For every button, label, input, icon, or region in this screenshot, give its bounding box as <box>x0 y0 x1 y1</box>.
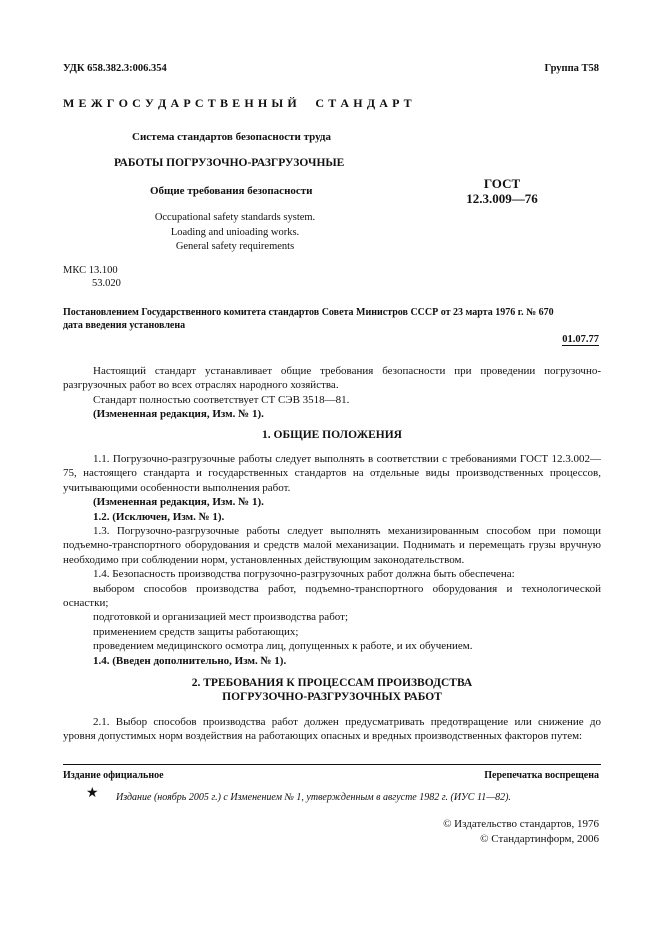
reprint-notice: Перепечатка воспрещена <box>484 770 599 781</box>
mks-codes <box>63 264 121 290</box>
gost-label: ГОСТ <box>483 176 521 191</box>
document-title: РАБОТЫ ПОГРУЗОЧНО-РАЗГРУЗОЧНЫЕ <box>114 157 345 169</box>
edition-note: Издание (ноябрь 2005 г.) с Изменением № 1, утвержденным в августе 1982 г. (ИУС 11—82). <box>116 792 511 803</box>
decree-date-label: дата введения установлена <box>63 320 186 331</box>
banner-title: М Е Ж Г О С У Д А Р С Т В Е Н Н Ы Й С Т А Н Д А Р Т <box>63 96 413 110</box>
footer-rule <box>63 764 601 765</box>
mks-second: 53.020 <box>92 278 121 289</box>
official-edition: Издание официальное <box>63 770 164 781</box>
clause-1-4: 1.4. Безопасность производства погрузочно-разгрузочных работ должна быть обеспечена: <box>93 568 515 581</box>
mks-label: МКС 13.100 <box>63 265 118 276</box>
section-2-heading-line-2: ПОГРУЗОЧНО-РАЗГРУЗОЧНЫХ РАБОТ <box>222 691 442 703</box>
clause-1-1: 1.1. Погрузочно-разгрузочные работы следует выполнять в соответствии с требованиями ГОСТ 12.3.002—75, настоящего стандарта и государственных стандартов на отдельные виды производственных процессов, учитывающими особенности выполнения работ. <box>63 453 601 494</box>
intro-conformity: Стандарт полностью соответствует СТ СЭВ 3518—81. <box>93 393 350 406</box>
copyright-block <box>443 817 599 846</box>
clause-1-4-item: проведением медицинского осмотра лиц, допущенных к работе, и их обучением. <box>93 640 473 653</box>
clause-1-1-amendment: (Измененная редакция, Изм. № 1). <box>93 496 264 509</box>
english-title <box>100 211 370 255</box>
clause-1-2: 1.2. (Исключен, Изм. № 1). <box>93 510 225 523</box>
gost-number: 12.3.009—76 <box>466 191 538 206</box>
english-line-2: Loading and unioading works. <box>170 226 300 238</box>
english-line-1: Occupational safety standards system. <box>154 212 316 223</box>
decree-text: Постановлением Государственного комитета стандартов Совета Министров СССР от 23 марта 1976 г. № 670 <box>63 307 554 318</box>
section-1-heading: 1. ОБЩИЕ ПОЛОЖЕНИЯ <box>262 429 402 441</box>
clause-1-3: 1.3. Погрузочно-разгрузочные работы следует выполнять механизированным способом при помощи подъемно-транспортного оборудования и средств малой механизации. Поднимать и перемещать грузы вручную необходимо при соблюдении норм, установленных действующим законодательством. <box>63 525 601 566</box>
section-2-heading-line-1: 2. ТРЕБОВАНИЯ К ПРОЦЕССАМ ПРОИЗВОДСТВА <box>191 677 473 689</box>
group-code: Группа Т58 <box>544 63 599 74</box>
english-line-3: General safety requirements <box>175 241 295 252</box>
clause-1-4-item: выбором способов производства работ, подъемно-транспортного оборудования и технологической оснастки; <box>63 582 601 610</box>
copyright-1976: © Издательство стандартов, 1976 <box>443 818 599 830</box>
section-2-heading <box>63 676 601 704</box>
section-1-body <box>63 452 601 668</box>
section-2-body <box>63 715 601 744</box>
document-subtitle: Общие требования безопасности <box>150 185 313 197</box>
intro-amendment: (Измененная редакция, Изм. № 1). <box>93 408 264 421</box>
udk-code: УДК 658.382.3:006.354 <box>63 63 167 74</box>
clause-1-4-item: применением средств защиты работающих; <box>93 625 299 638</box>
intro <box>63 364 601 422</box>
system-title: Система стандартов безопасности труда <box>132 131 331 143</box>
effective-date: 01.07.77 <box>562 334 599 345</box>
clause-1-4-amendment: 1.4. (Введен дополнительно, Изм. № 1). <box>93 654 287 667</box>
copyright-2006: © Стандартинформ, 2006 <box>480 832 599 845</box>
intro-paragraph: Настоящий стандарт устанавливает общие требования безопасности при проведении погрузочно-разгрузочных работ во всех отраслях народного хозяйства. <box>63 365 601 392</box>
gost-designation <box>432 176 572 206</box>
clause-2-1: 2.1. Выбор способов производства работ должен предусматривать предотвращение или снижение до уровня допустимых норм воздействия на работающих опасных и вредных производственных факторов путем: <box>63 716 601 743</box>
clause-1-4-item: подготовкой и организацией мест производства работ; <box>93 611 349 624</box>
star-icon: ★ <box>86 785 99 801</box>
